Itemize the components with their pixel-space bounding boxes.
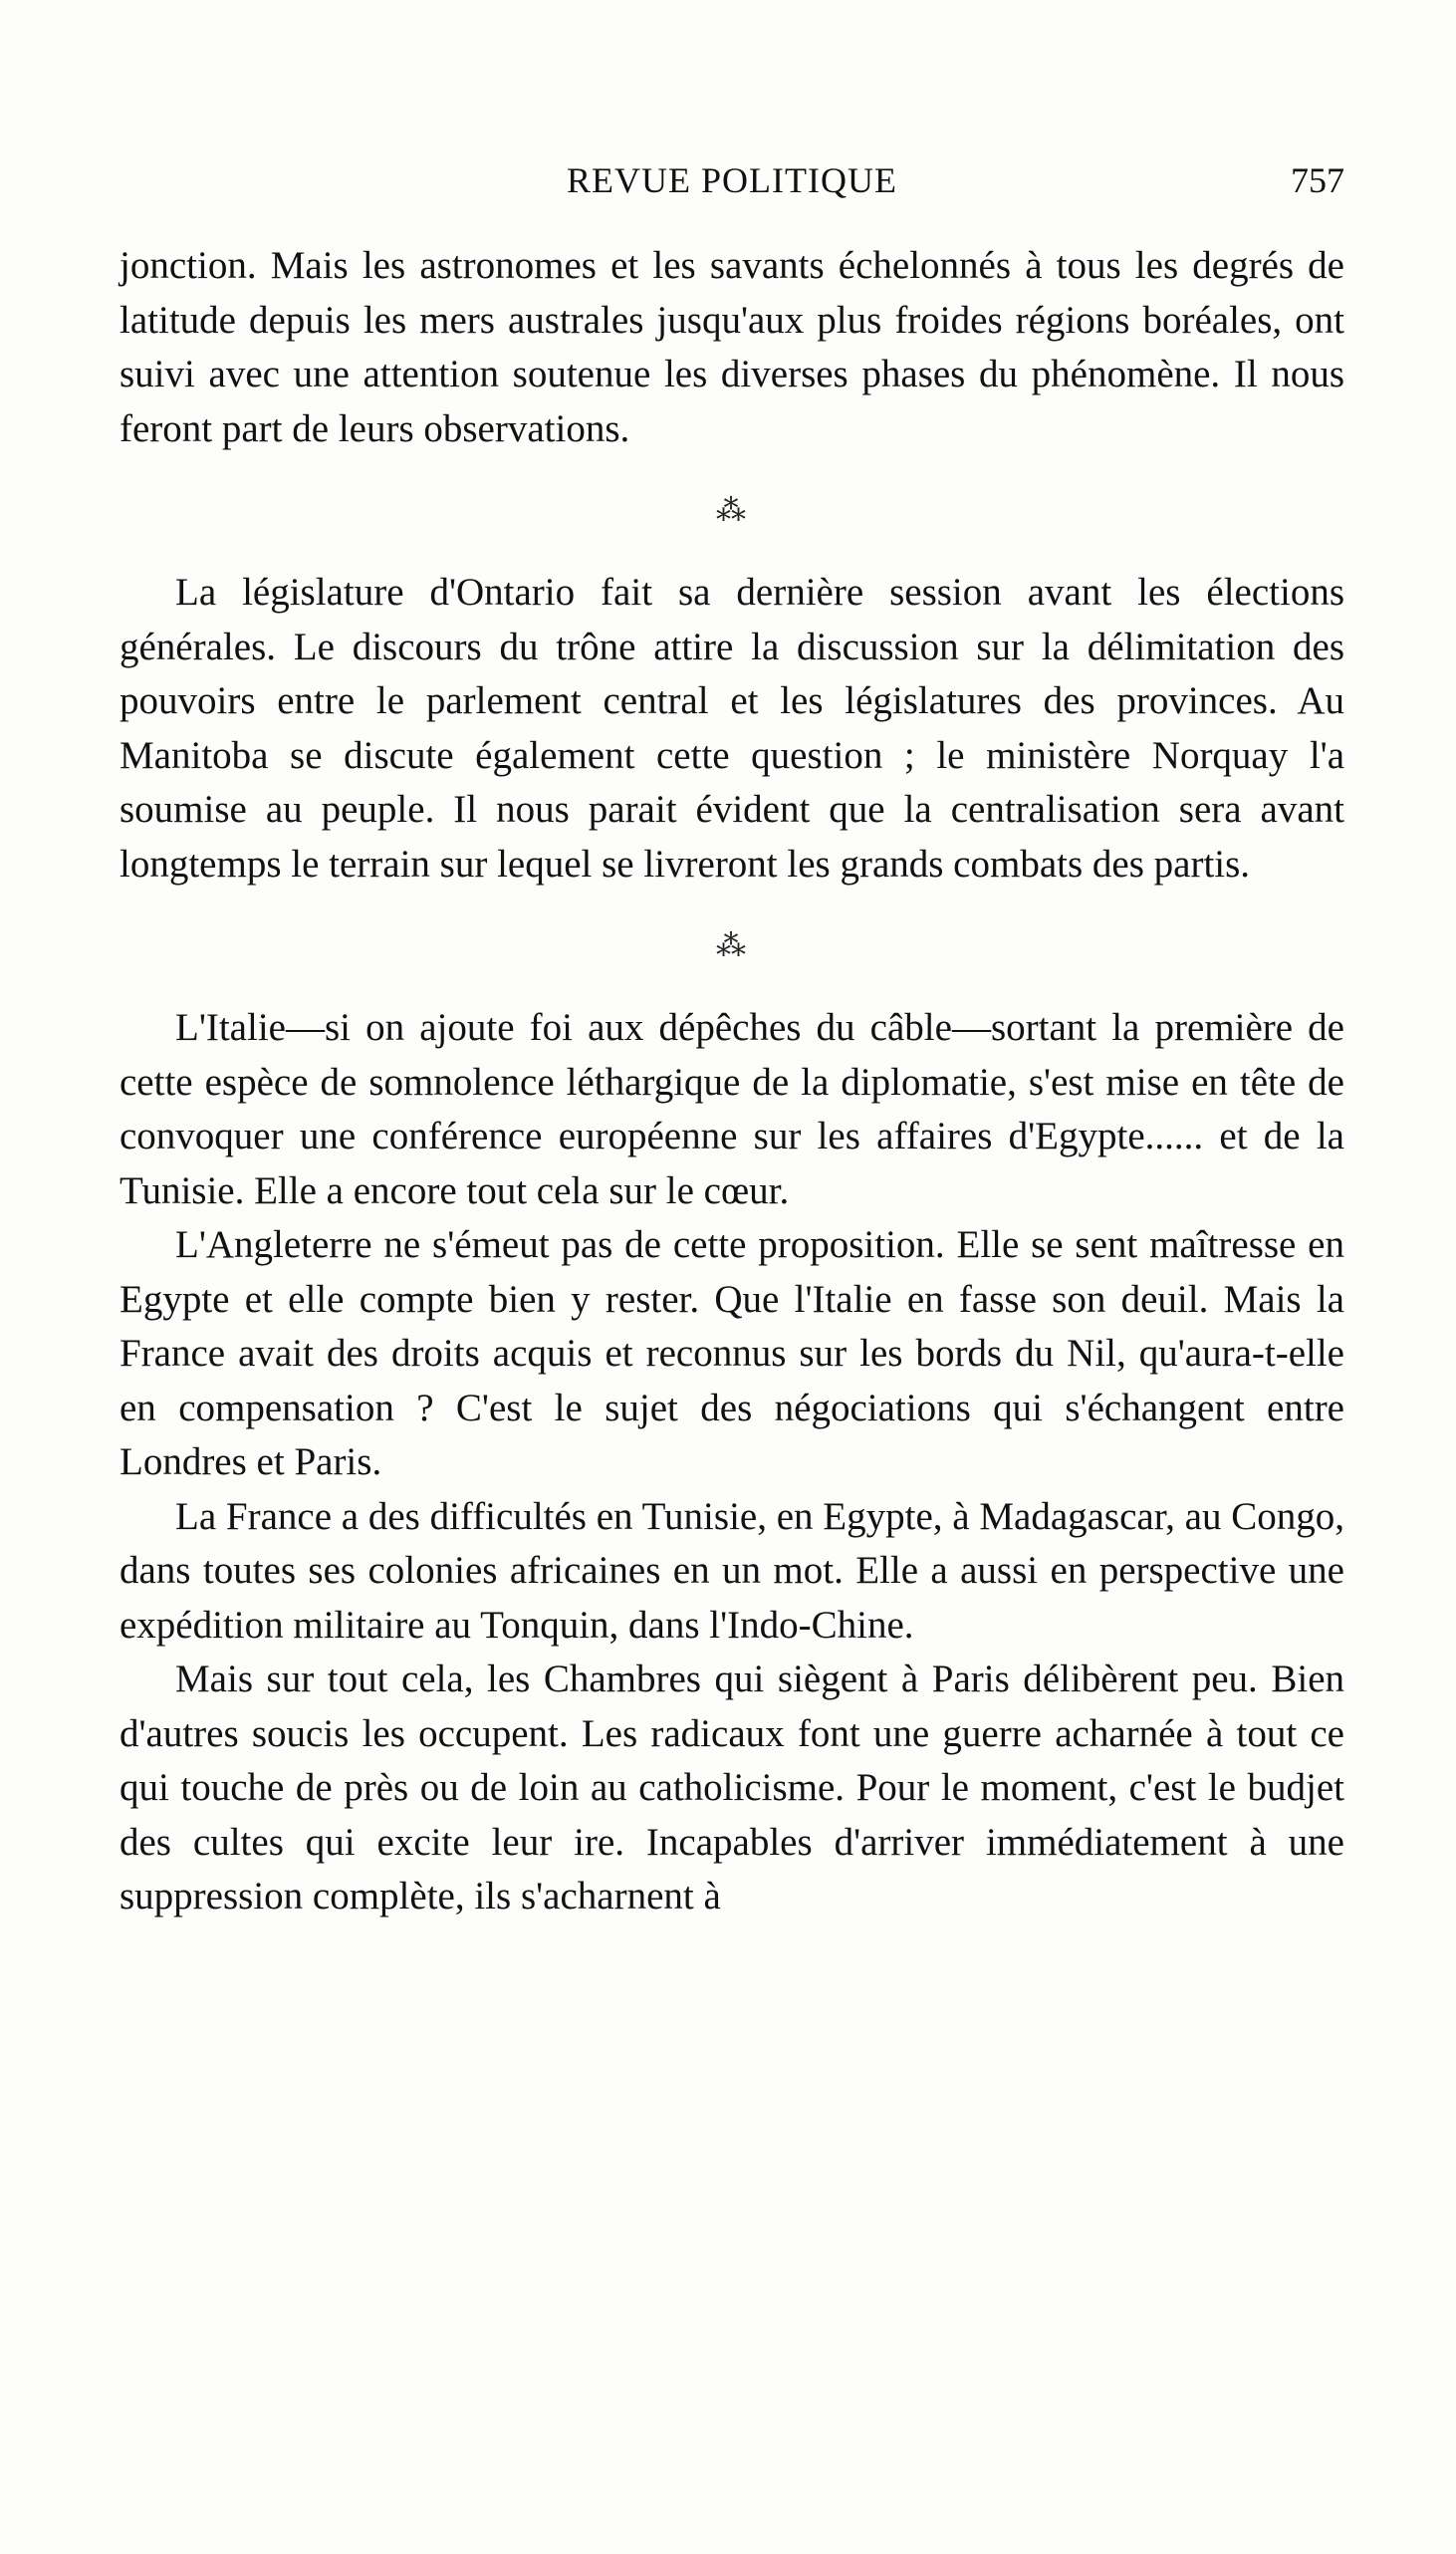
- paragraph-italie: L'Italie—si on ajoute foi aux dépêches du câble—sortant la première de cette espèce de somnolence léthargique de la diplomatie, s'est mise en tête de convoquer une conférence européenne sur les affaires d'Egypte...... et de la Tunisie. Elle a encore tout cela sur le cœur.: [120, 1006, 1344, 1212]
- paragraph-chambres: Mais sur tout cela, les Chambres qui siègent à Paris délibèrent peu. Bien d'autres soucis les occupent. Les radicaux font une guerre acharnée à tout ce qui touche de près ou de loin au catholicisme. Pour le moment, c'est le budjet des cultes qui excite leur ire. Incapables d'arriver immédiatement à une suppression complète, ils s'acharnent à: [120, 1658, 1344, 1917]
- paragraph-continuation: jonction. Mais les astronomes et les savants échelonnés à tous les degrés de latitude depuis les mers australes jusqu'aux plus froides régions boréales, ont suivi avec une attention soutenue les diverses phases du phénomène. Il nous feront part de leurs observations.: [120, 244, 1344, 450]
- body-text: [120, 239, 1344, 1924]
- running-title: REVUE POLITIQUE: [567, 160, 897, 200]
- running-head: [120, 159, 1344, 219]
- page-number: 757: [1291, 160, 1344, 200]
- section-ornament-2: ⁂: [716, 929, 748, 962]
- section-ornament-1: ⁂: [716, 494, 748, 527]
- paragraph-angleterre: L'Angleterre ne s'émeut pas de cette proposition. Elle se sent maîtresse en Egypte et elle compte bien y rester. Que l'Italie en fasse son deuil. Mais la France avait des droits acquis et reconnus sur les bords du Nil, qu'aura-t-elle en compensation ? C'est le sujet des négociations qui s'échangent entre Londres et Paris.: [120, 1223, 1344, 1483]
- paragraph-ontario: La législature d'Ontario fait sa dernière session avant les élections générales. Le discours du trône attire la discussion sur la délimitation des pouvoirs entre le parlement central et les législatures des provinces. Au Manitoba se discute également cette question ; le ministère Norquay l'a soumise au peuple. Il nous parait évident que la centralisation sera avant longtemps le terrain sur lequel se livreront les grands combats des partis.: [120, 571, 1344, 886]
- paragraph-france: La France a des difficultés en Tunisie, en Egypte, à Madagascar, au Congo, dans toutes ses colonies africaines en un mot. Elle a aussi en perspective une expédition militaire au Tonquin, dans l'Indo-Chine.: [120, 1494, 1344, 1647]
